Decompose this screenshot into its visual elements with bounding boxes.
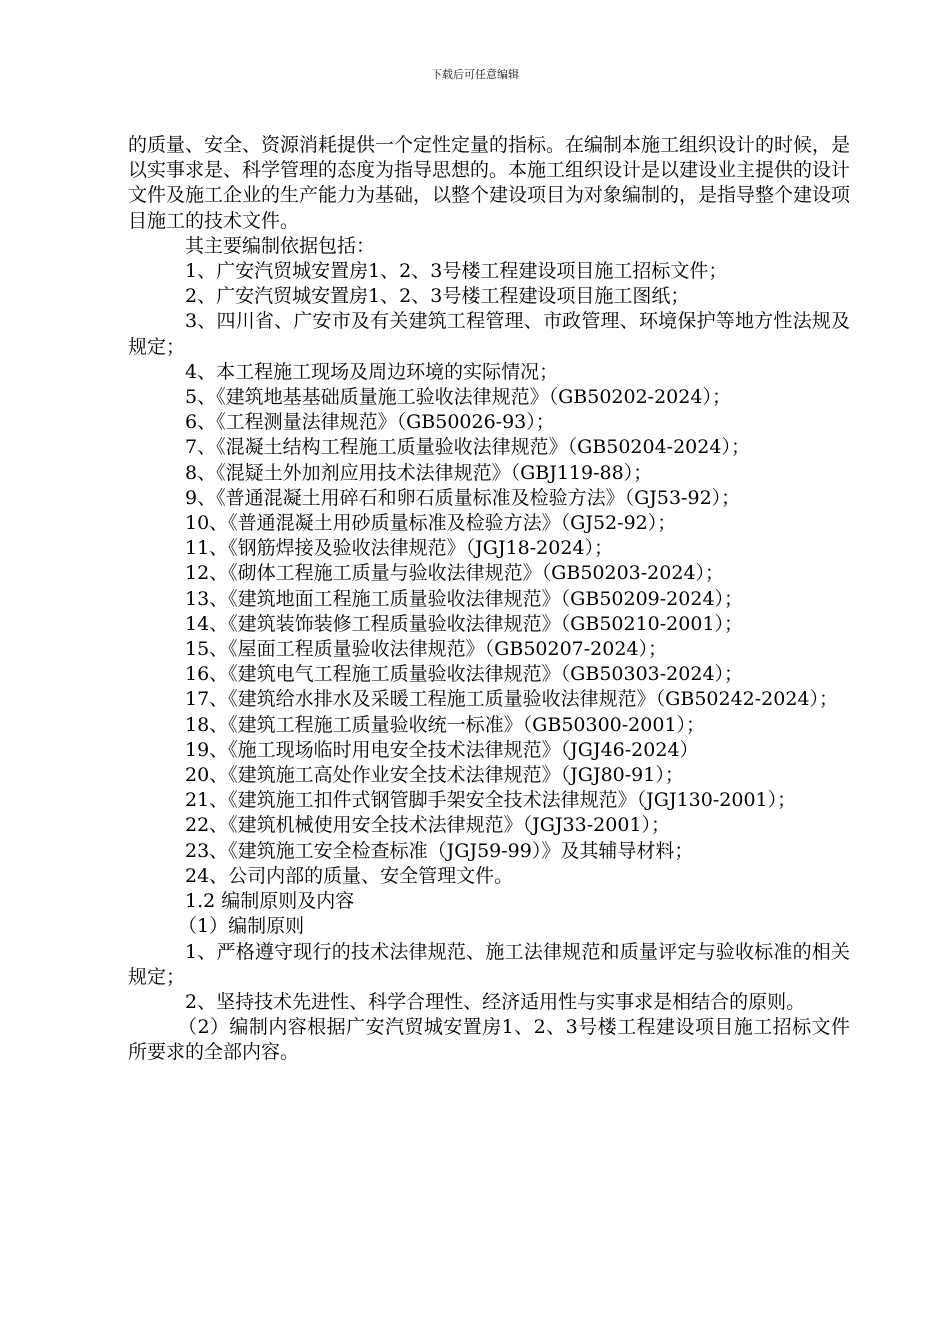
paragraph: （2）编制内容根据广安汽贸城安置房1、2、3号楼工程建设项目施工招标文件所要求的全部内容。 — [128, 1016, 850, 1064]
page-header-note: 下载后可任意编辑 — [431, 68, 519, 81]
paragraph: 13、《建筑地面工程施工质量验收法律规范》（GB50209-2024）； — [185, 587, 744, 610]
paragraph: 16、《建筑电气工程施工质量验收法律规范》（GB50303-2024）； — [185, 663, 744, 686]
paragraph: 12、《砌体工程施工质量与验收法律规范》（GB50203-2024）； — [185, 562, 725, 585]
paragraph: 19、《施工现场临时用电安全技术法律规范》（JGJ46-2024） — [185, 738, 699, 761]
paragraph: 9、《普通混凝土用碎石和卵石质量标准及检验方法》（GJ53-92）； — [185, 486, 741, 509]
paragraph: 5、《建筑地基基础质量施工验收法律规范》（GB50202-2024）； — [185, 386, 731, 409]
paragraph: 4、本工程施工现场及周边环境的实际情况； — [185, 360, 559, 383]
paragraph: 3、四川省、广安市及有关建筑工程管理、市政管理、环境保护等地方性法规及规定； — [128, 310, 850, 358]
paragraph: 17、《建筑给水排水及采暖工程施工质量验收法律规范》（GB50242-2024）； — [185, 688, 839, 711]
paragraph: 14、《建筑装饰装修工程质量验收法律规范》（GB50210-2001）； — [185, 612, 744, 635]
paragraph: 24、公司内部的质量、安全管理文件。 — [185, 864, 514, 887]
paragraph: （1）编制原则 — [178, 915, 305, 938]
paragraph: 6、《工程测量法律规范》（GB50026-93）； — [185, 411, 555, 434]
paragraph: 7、《混凝土结构工程施工质量验收法律规范》（GB50204-2024）； — [185, 436, 750, 459]
paragraph: 2、坚持技术先进性、科学合理性、经济适用性与实事求是相结合的原则。 — [185, 990, 806, 1013]
paragraph: 22、《建筑机械使用安全技术法律规范》（JGJ33-2001）； — [185, 814, 671, 837]
paragraph: 1、严格遵守现行的技术法律规范、施工法律规范和质量评定与验收标准的相关规定； — [128, 940, 850, 988]
paragraph: 18、《建筑工程施工质量验收统一标准》（GB50300-2001）； — [185, 713, 706, 736]
paragraph: 2、广安汽贸城安置房1、2、3号楼工程建设项目施工图纸； — [185, 285, 690, 308]
paragraph: 23、《建筑施工安全检查标准（JGJ59-99）》及其辅导材料； — [185, 839, 694, 862]
paragraph: 11、《钢筋焊接及验收法律规范》（JGJ18-2024）； — [185, 537, 614, 560]
paragraph: 的质量、安全、资源消耗提供一个定性定量的指标。在编制本施工组织设计的时候，是以实事求是、科学管理的态度为指导思想的。本施工组织设计是以建设业主提供的设计文件及施工企业的生产能力为基础，以整个建设项目为对象编制的，是指导整个建设项目施工的技术文件。 — [128, 134, 851, 232]
paragraph: 8、《混疑土外加剂应用技术法律规范》（GBJ119-88）； — [185, 461, 653, 484]
document-body — [128, 133, 850, 1066]
paragraph: 其主要编制依据包括： — [185, 234, 376, 257]
paragraph: 15、《屋面工程质量验收法律规范》（GB50207-2024）； — [185, 638, 668, 661]
paragraph: 21、《建筑施工扣件式钢管脚手架安全技术法律规范》（JGJ130-2001）； — [185, 789, 797, 812]
paragraph: 20、《建筑施工高处作业安全技术法律规范》（JGJ80-91）； — [185, 764, 684, 787]
paragraph: 1、广安汽贸城安置房1、2、3号楼工程建设项目施工招标文件； — [185, 260, 728, 283]
paragraph: 10、《普通混凝土用砂质量标准及检验方法》（GJ52-92）； — [185, 512, 677, 535]
paragraph: 1.2 编制原则及内容 — [185, 890, 355, 913]
